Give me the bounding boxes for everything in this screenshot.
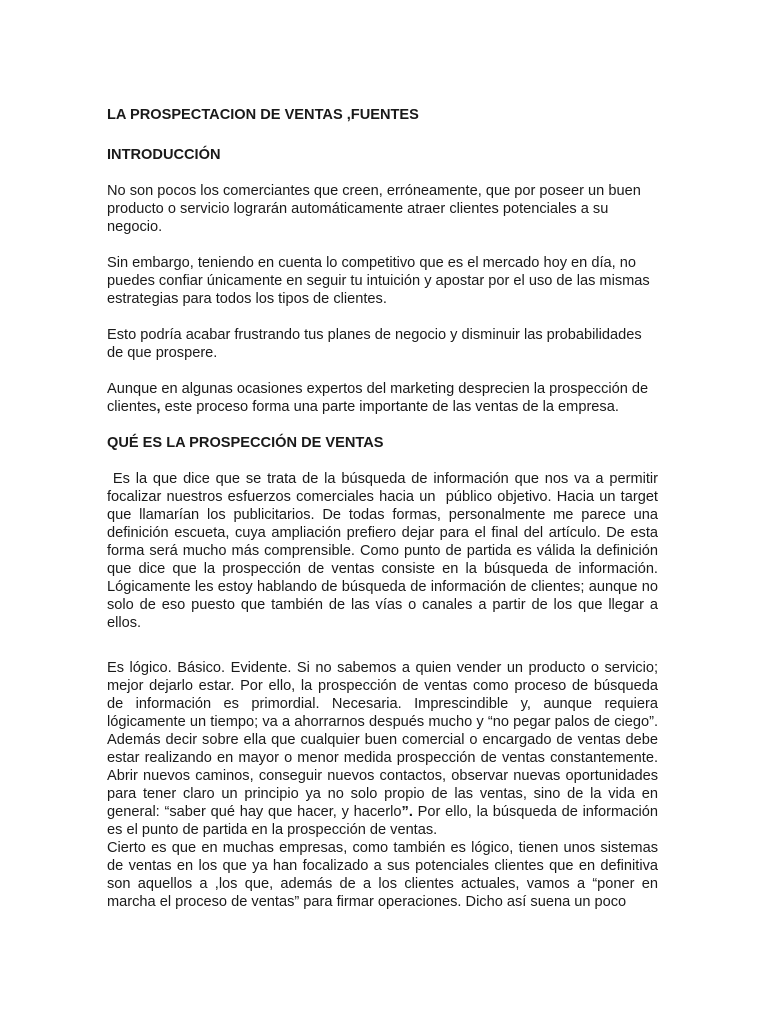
logic-paragraph: [107, 659, 658, 839]
paragraph-text: este proceso forma una parte importante de las ventas de la empresa.: [160, 399, 619, 415]
paragraph-text: Aunque en algunas ocasiones expertos del marketing desprecien la prospección de clientes: [107, 381, 649, 415]
definition-paragraph: Es la que dice que se trata de la búsqueda de información que nos va a permitir focalizar nuestros esfuerzos comerciales hacia un público objetivo. Hacia un target que llamarían los publicitarios. De todas formas, personalmente me parece una definición escueta, cuya ampliación prefiero dejar para el final del artículo. De esta forma será mucho más comprensible. Como punto de partida es válida la definición que dice que la prospección de ventas consiste en la búsqueda de información. Lógicamente les estoy hablando de búsqueda de información de clientes; aunque no solo de eso puesto que también de las vías o canales a partir de los que llegar a ellos.: [107, 471, 663, 631]
intro-paragraph-2: Sin embargo, teniendo en cuenta lo competitivo que es el mercado hoy en día, no puedes confiar únicamente en seguir tu intuición y apostar por el uso de las mismas estrategias para todos los tipos de clientes.: [107, 255, 650, 307]
intro-paragraph-3: Esto podría acabar frustrando tus planes de negocio y disminuir las probabilidades de que prospere.: [107, 327, 642, 361]
document-content: [107, 106, 663, 911]
paragraph-text: Es lógico. Básico. Evidente. Si no sabemos a quien vender un producto o servicio; mejor dejarlo estar. Por ello, la prospección de ventas como proceso de búsqueda de información es primordial. Necesaria. Imprescindible y, aunque requiera lógicamente un tiempo; va a ahorrarnos después mucho y “no pegar palos de ciego”. Además decir sobre ella que cualquier buen comercial o encargado de ventas debe estar realizando en mayor o menor medida prospección de ventas constantemente. Abrir nuevos caminos, conseguir nuevos contactos, observar nuevas oportunidades para tener claro un principio ya no solo propio de las ventas, sino de la vida en general: “saber qué hay que hacer, y hacerlo: [107, 660, 658, 820]
paragraph-text: Por ello, la búsqueda de información es el punto de partida en la prospección de ventas.: [107, 804, 658, 838]
companies-paragraph: Cierto es que en muchas empresas, como también es lógico, tienen unos sistemas de ventas en los que ya han focalizado a sus potenciales clientes que en definitiva son aquellos a ,los que, además de a los clientes actuales, vamos a “poner en marcha el proceso de ventas” para firmar operaciones. Dicho así suena un poco: [107, 840, 658, 910]
intro-paragraph-1: No son pocos los comerciantes que creen, erróneamente, que por poseer un buen producto o servicio lograrán automáticamente atraer clientes potenciales a su negocio.: [107, 183, 641, 235]
bold-quote: ”.: [401, 804, 413, 820]
bold-comma: ,: [156, 399, 161, 415]
section-heading: QUÉ ES LA PROSPECCIÓN DE VENTAS: [107, 435, 384, 451]
intro-heading: INTRODUCCIÓN: [107, 147, 221, 163]
intro-paragraph-4: [107, 380, 658, 416]
document-title: LA PROSPECTACION DE VENTAS ,FUENTES: [107, 107, 419, 123]
